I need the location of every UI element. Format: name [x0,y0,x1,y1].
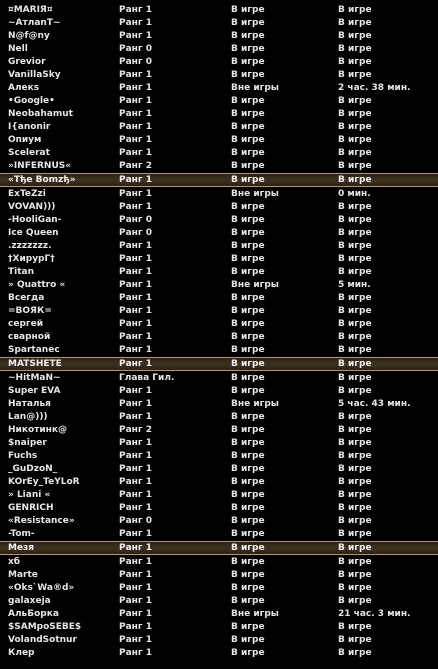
member-last-seen: В игре [338,5,372,15]
member-last-seen: 21 час. 3 мин. [338,609,411,619]
member-last-seen: 5 мин. [338,280,371,290]
member-rank: Ранг 1 [119,332,152,342]
member-status: В игре [231,267,265,277]
member-row[interactable] [0,43,438,56]
member-status: В игре [231,477,265,487]
member-rank: Ранг 2 [119,425,152,435]
member-last-seen: В игре [338,570,372,580]
member-row[interactable] [0,305,438,318]
member-last-seen: В игре [338,490,372,500]
member-last-seen: В игре [338,148,372,158]
member-name: ExTeZzi [8,189,46,199]
guild-member-list [0,4,438,660]
member-status: В игре [231,5,265,15]
member-name: » Quattro « [8,280,66,290]
member-rank: Ранг 1 [119,135,152,145]
member-last-seen: В игре [338,477,372,487]
member-name: xб [8,557,21,567]
member-rank: Ранг 1 [119,345,152,355]
member-rank: Ранг 1 [119,570,152,580]
member-name: $naiper [8,438,47,448]
member-status: В игре [231,215,265,225]
member-rank: Ранг 1 [119,648,152,658]
member-status: В игре [231,57,265,67]
member-status: В игре [231,635,265,645]
member-row[interactable] [0,344,438,357]
member-name: Ice Queen [8,228,59,238]
member-last-seen: В игре [338,412,372,422]
member-rank: Ранг 1 [119,319,152,329]
member-row[interactable] [0,121,438,134]
member-last-seen: 5 час. 43 мин. [338,399,411,409]
member-status: В игре [231,596,265,606]
member-row[interactable] [0,318,438,331]
member-name: Опиум [8,135,42,145]
member-last-seen: В игре [338,18,372,28]
member-status: В игре [231,175,265,185]
member-row[interactable] [0,4,438,17]
member-name: Lan@))) [8,412,48,422]
member-name: Marte [8,570,38,580]
member-name: Nell [8,44,28,54]
member-row[interactable] [0,240,438,253]
member-row[interactable] [0,279,438,292]
member-name: _GuDzoN_ [8,464,58,474]
member-status: В игре [231,622,265,632]
member-status: В игре [231,438,265,448]
member-name: galaxeja [8,596,51,606]
member-last-seen: В игре [338,596,372,606]
member-row[interactable] [0,463,438,476]
member-last-seen: В игре [338,386,372,396]
member-row[interactable] [0,595,438,608]
member-name: Мезя [8,543,35,553]
member-status: В игре [231,241,265,251]
member-status: В игре [231,332,265,342]
member-name: I{anonir [8,122,51,132]
member-name: Никотинк@ [8,425,67,435]
member-row[interactable] [0,372,438,385]
member-row[interactable] [0,556,438,569]
member-row-selected[interactable] [0,357,438,371]
member-status: В игре [231,583,265,593]
member-rank: Ранг 2 [119,161,152,171]
member-row[interactable] [0,569,438,582]
member-last-seen: В игре [338,215,372,225]
member-status: В игре [231,148,265,158]
member-row[interactable] [0,266,438,279]
member-last-seen: В игре [338,267,372,277]
member-name: †ХирурГ† [8,254,55,264]
member-name: сергей [8,319,43,329]
member-last-seen: В игре [338,135,372,145]
member-rank: Ранг 1 [119,609,152,619]
member-name: Neobahamut [8,109,73,119]
member-last-seen: 0 мин. [338,189,371,199]
member-rank: Ранг 1 [119,267,152,277]
member-status: В игре [231,425,265,435]
member-last-seen: В игре [338,648,372,658]
member-row[interactable] [0,608,438,621]
member-name: Titan [8,267,35,277]
member-last-seen: В игре [338,464,372,474]
member-last-seen: В игре [338,359,372,369]
member-rank: Ранг 1 [119,557,152,567]
member-row[interactable] [0,227,438,240]
member-rank: Ранг 1 [119,70,152,80]
member-rank: Ранг 0 [119,228,152,238]
member-status: В игре [231,490,265,500]
member-status: Вне игры [231,280,279,290]
member-rank: Ранг 1 [119,477,152,487]
member-last-seen: В игре [338,319,372,329]
member-name: MATSHETE [8,359,62,369]
member-rank: Ранг 1 [119,503,152,513]
member-last-seen: В игре [338,332,372,342]
member-last-seen: В игре [338,543,372,553]
member-row[interactable] [0,95,438,108]
member-row[interactable] [0,634,438,647]
member-status: В игре [231,319,265,329]
member-name: сварной [8,332,51,342]
member-rank: Ранг 1 [119,386,152,396]
member-rank: Ранг 1 [119,31,152,41]
member-name: VanillaSky [8,70,61,80]
member-name: Fuchs [8,451,38,461]
member-name: -Tom- [8,529,35,539]
member-row[interactable] [0,82,438,95]
member-name: Наталья [8,399,51,409]
member-rank: Ранг 1 [119,596,152,606]
member-name: Scelerat [8,148,50,158]
member-rank: Ранг 1 [119,122,152,132]
member-last-seen: В игре [338,529,372,539]
member-status: В игре [231,202,265,212]
member-last-seen: В игре [338,175,372,185]
member-last-seen: В игре [338,293,372,303]
member-row[interactable] [0,69,438,82]
member-rank: Ранг 1 [119,490,152,500]
member-row[interactable] [0,647,438,660]
member-last-seen: 2 час. 38 мин. [338,83,411,93]
member-status: В игре [231,31,265,41]
member-rank: Ранг 1 [119,451,152,461]
member-name: «Oks`Wa®d» [8,583,75,593]
member-last-seen: В игре [338,228,372,238]
member-name: АльБорка [8,609,59,619]
member-row[interactable] [0,502,438,515]
member-last-seen: В игре [338,451,372,461]
member-last-seen: В игре [338,70,372,80]
member-row[interactable] [0,489,438,502]
member-rank: Ранг 1 [119,399,152,409]
member-row[interactable] [0,437,438,450]
member-status: В игре [231,557,265,567]
member-name: «Tђe Bomzђ» [8,175,76,185]
member-last-seen: В игре [338,425,372,435]
member-status: В игре [231,648,265,658]
member-rank: Ранг 1 [119,529,152,539]
member-row[interactable] [0,108,438,121]
member-name: ¤MARIЯ¤ [8,5,53,15]
member-row[interactable] [0,582,438,595]
member-row[interactable] [0,476,438,489]
member-rank: Ранг 1 [119,5,152,15]
member-row[interactable] [0,160,438,173]
member-last-seen: В игре [338,516,372,526]
member-status: В игре [231,70,265,80]
member-last-seen: В игре [338,345,372,355]
member-rank: Ранг 1 [119,622,152,632]
member-row[interactable] [0,411,438,424]
member-name: Алекs [8,83,40,93]
member-rank: Ранг 1 [119,464,152,474]
member-last-seen: В игре [338,241,372,251]
member-rank: Ранг 1 [119,241,152,251]
member-row[interactable] [0,385,438,398]
member-name: »INFERNUS« [8,161,72,171]
member-status: В игре [231,293,265,303]
member-last-seen: В игре [338,622,372,632]
member-status: В игре [231,306,265,316]
member-status: В игре [231,386,265,396]
member-status: В игре [231,359,265,369]
member-status: Вне игры [231,609,279,619]
member-name: «Resistance» [8,516,75,526]
member-name: » Liani « [8,490,51,500]
member-rank: Ранг 0 [119,44,152,54]
member-name: $SAMpoSEBE$ [8,622,82,632]
member-row[interactable] [0,30,438,43]
member-rank: Ранг 1 [119,306,152,316]
member-last-seen: В игре [338,557,372,567]
member-status: В игре [231,345,265,355]
member-last-seen: В игре [338,109,372,119]
member-last-seen: В игре [338,373,372,383]
member-last-seen: В игре [338,438,372,448]
member-last-seen: В игре [338,635,372,645]
member-status: В игре [231,570,265,580]
member-rank: Ранг 1 [119,254,152,264]
member-rank: Ранг 1 [119,293,152,303]
member-rank: Ранг 0 [119,516,152,526]
member-name: Spartanec [8,345,60,355]
member-name: GENRICH [8,503,54,513]
member-row[interactable] [0,528,438,541]
member-name: .zzzzzzz. [8,241,52,251]
member-name: KOrEy_TeYLoR [8,477,80,487]
member-rank: Ранг 1 [119,83,152,93]
member-rank: Ранг 1 [119,359,152,369]
member-name: Grevior [8,57,46,67]
member-last-seen: В игре [338,583,372,593]
member-rank: Ранг 1 [119,412,152,422]
member-row[interactable] [0,201,438,214]
member-rank: Ранг 1 [119,148,152,158]
member-row[interactable] [0,398,438,411]
member-row[interactable] [0,292,438,305]
member-status: В игре [231,109,265,119]
member-status: В игре [231,122,265,132]
member-status: В игре [231,464,265,474]
member-row-selected[interactable] [0,541,438,555]
member-row[interactable] [0,17,438,30]
member-name: -HooliGan- [8,215,62,225]
member-status: В игре [231,96,265,106]
member-row[interactable] [0,424,438,437]
member-status: Вне игры [231,399,279,409]
member-rank: Ранг 1 [119,438,152,448]
member-last-seen: В игре [338,161,372,171]
member-rank: Ранг 1 [119,280,152,290]
member-status: В игре [231,516,265,526]
member-rank: Ранг 1 [119,189,152,199]
member-status: В игре [231,161,265,171]
member-name: VOVAN))) [8,202,56,212]
member-name: VolandSotnur [8,635,77,645]
member-last-seen: В игре [338,254,372,264]
member-status: В игре [231,373,265,383]
member-last-seen: В игре [338,96,372,106]
member-rank: Ранг 1 [119,202,152,212]
member-rank: Ранг 1 [119,18,152,28]
member-status: В игре [231,503,265,513]
member-row[interactable] [0,56,438,69]
member-status: В игре [231,135,265,145]
member-last-seen: В игре [338,503,372,513]
member-status: В игре [231,18,265,28]
member-row[interactable] [0,515,438,528]
member-last-seen: В игре [338,57,372,67]
member-row[interactable] [0,253,438,266]
member-row[interactable] [0,134,438,147]
member-row[interactable] [0,621,438,634]
member-row[interactable] [0,214,438,227]
member-status: В игре [231,451,265,461]
member-name: =ВОЯК= [8,306,52,316]
member-last-seen: В игре [338,202,372,212]
member-status: В игре [231,228,265,238]
member-rank: Ранг 1 [119,96,152,106]
member-last-seen: В игре [338,306,372,316]
member-name: ~АтлаnТ~ [8,18,61,28]
member-last-seen: В игре [338,44,372,54]
member-row[interactable] [0,147,438,160]
member-rank: Ранг 0 [119,57,152,67]
member-status: В игре [231,529,265,539]
member-rank: Глава Гил. [119,373,175,383]
member-rank: Ранг 1 [119,543,152,553]
member-status: Вне игры [231,189,279,199]
member-row[interactable] [0,450,438,463]
member-last-seen: В игре [338,31,372,41]
member-name: Клер [8,648,35,658]
member-status: В игре [231,543,265,553]
member-status: В игре [231,254,265,264]
member-name: Super EVA [8,386,61,396]
member-last-seen: В игре [338,122,372,132]
member-status: В игре [231,44,265,54]
member-row[interactable] [0,188,438,201]
member-rank: Ранг 1 [119,109,152,119]
member-rank: Ранг 1 [119,175,152,185]
member-row-selected[interactable] [0,173,438,187]
member-rank: Ранг 1 [119,635,152,645]
member-status: В игре [231,412,265,422]
member-name: •Google• [8,96,55,106]
member-name: ~HitMaN~ [8,373,61,383]
member-rank: Ранг 1 [119,583,152,593]
member-status: Вне игры [231,83,279,93]
member-rank: Ранг 0 [119,215,152,225]
member-name: N@f@ny [8,31,50,41]
member-row[interactable] [0,331,438,344]
member-name: Всегда [8,293,45,303]
